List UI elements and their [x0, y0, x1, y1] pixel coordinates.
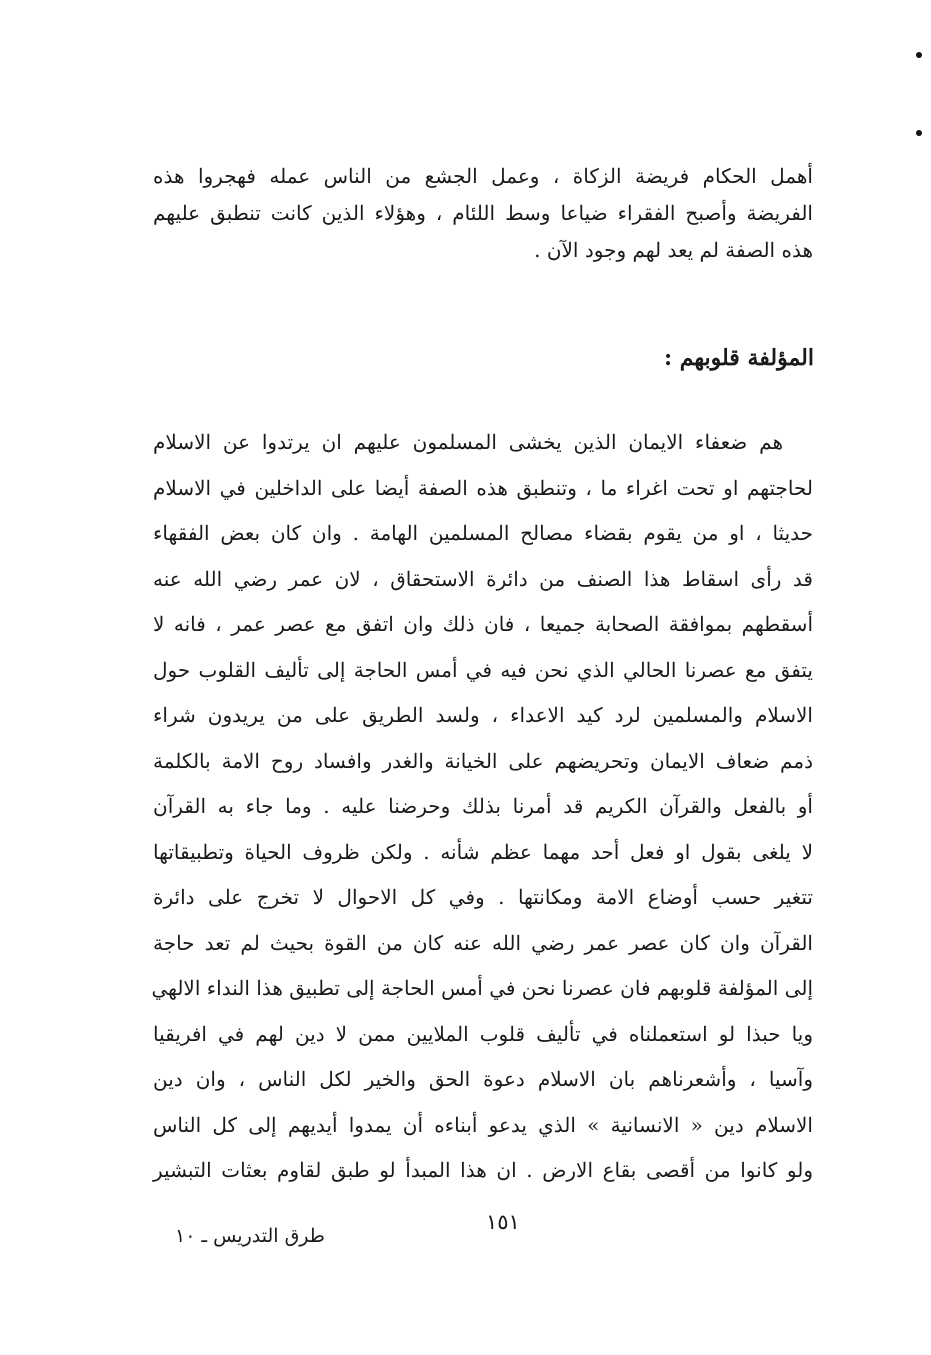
text-line: يتفق مع عصرنا الحالي الذي نحن فيه في أمس الحاجة إلى تأليف القلوب حول	[153, 657, 813, 682]
text-line: لحاجتهم او تحت اغراء ما ، وتنطبق هذه الصفة أيضا على الداخلين في الاسلام	[153, 475, 813, 500]
text-line: هذه الصفة لم يعد لهم وجود الآن .	[534, 238, 813, 262]
text-line: أسقطهم بموافقة الصحابة جميعا ، فان ذلك وان اتفق مع عصر عمر ، فانه لا	[153, 612, 813, 636]
text-line: أو بالفعل والقرآن الكريم قد أمرنا بذلك وحرضنا عليه . وما جاء به القرآن	[153, 794, 813, 818]
paragraph-zakat-neglect	[153, 158, 813, 269]
text-line: أهمل الحكام فريضة الزكاة ، وعمل الجشع من الناس عمله فهجروا هذه	[153, 164, 813, 188]
text-line: لا يلغى بقول او فعل أحد مهما عظم شأنه . ولكن ظروف الحياة وتطبيقاتها	[153, 839, 813, 864]
text-line: وآسيا ، وأشعرناهم بان الاسلام دعوة الحق والخير لكل الناس ، وان دين	[153, 1067, 813, 1091]
text-line: الاسلام دين « الانسانية » الذي يدعو أبناءه أن يمدوا أيديهم إلى كل الناس	[153, 1112, 813, 1137]
text-line: الاسلام والمسلمين لرد كيد الاعداء ، ولسد الطريق على من يريدون شراء	[153, 703, 813, 727]
paragraph-muallafa	[153, 420, 813, 1194]
text-line: القرآن وان كان عصر عمر رضي الله عنه كان من القوة بحيث لم تعد حاجة	[153, 930, 813, 955]
page-number: ١٥١	[486, 1210, 520, 1234]
text-line: تتغير حسب أوضاع الامة ومكانتها . وفي كل الاحوال لا تخرج على دائرة	[153, 885, 813, 909]
signature-mark: طرق التدريس ـ ١٠	[175, 1225, 325, 1247]
text-line: ولو كانوا من أقصى بقاع الارض . ان هذا المبدأ لو طبق لقاوم بعثات التبشير	[153, 1158, 814, 1182]
section-heading: المؤلفة قلوبهم :	[663, 345, 814, 371]
text-line: إلى المؤلفة قلوبهم فان عصرنا نحن في أمس الحاجة إلى تطبيق هذا النداء الالهي	[151, 976, 813, 1000]
margin-dot-bottom	[916, 130, 922, 136]
text-line: قد رأى اسقاط هذا الصنف من دائرة الاستحقاق ، لان عمر رضي الله عنه	[153, 566, 813, 591]
text-line: ذمم ضعاف الايمان وتحريضهم على الخيانة والغدر وافساد روح الامة بالكلمة	[153, 748, 813, 773]
text-line: الفريضة وأصبح الفقراء ضياعا وسط اللئام ، وهؤلاء الذين كانت تنطبق عليهم	[153, 201, 813, 225]
text-line: حديثا ، او من يقوم بقضاء مصالح المسلمين الهامة . وان كان بعض الفقهاء	[153, 521, 813, 545]
text-line: ويا حبذا لو استعملناه في تأليف قلوب الملايين ممن لا دين لهم في افريقيا	[153, 1021, 813, 1046]
text-line: هم ضعفاء الايمان الذين يخشى المسلمون عليهم ان يرتدوا عن الاسلام	[153, 430, 783, 454]
margin-dot-top	[916, 52, 922, 58]
